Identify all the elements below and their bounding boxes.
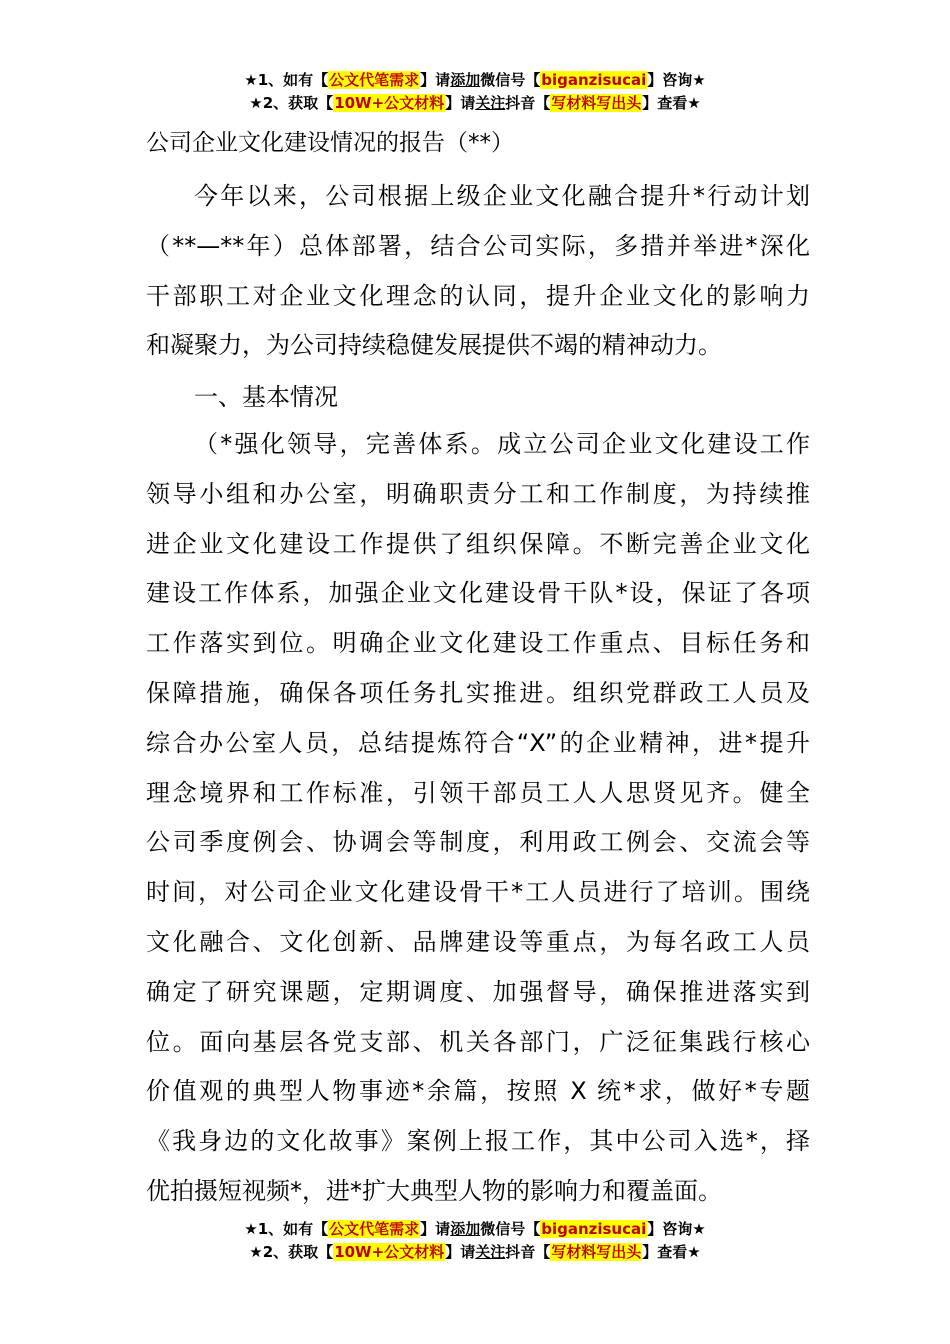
promo-text: ★2、获取【 (249, 94, 334, 112)
promo-highlight: 公文代笔需求 (329, 71, 420, 89)
promo-text: ★1、如有【 (244, 71, 329, 89)
promo-underlined: 关注 (475, 1243, 506, 1261)
promo-line-2 (0, 92, 950, 115)
promo-highlight: biganzisucai (541, 1220, 647, 1238)
paragraph-line: 确定了研究课题，定期调度、加强督导，确保推进落实到 (146, 977, 810, 1006)
promo-highlight: 写材料写出头 (551, 94, 642, 112)
paragraph-line: 时间，对公司企业文化建设骨干*工人员进行了培训。围绕 (146, 878, 810, 907)
promo-text: 】请 (420, 1220, 451, 1238)
paragraph-line: 《我身边的文化故事》案例上报工作，其中公司入选*，择 (146, 1127, 810, 1156)
promo-text: 】咨询★ (647, 1220, 706, 1238)
promo-text: 微信号【 (480, 71, 541, 89)
promo-text: 】请 (445, 94, 476, 112)
top-promo-banner (0, 69, 950, 115)
paragraph-line: 价值观的典型人物事迹*余篇，按照 X 统*求，做好*专题 (146, 1077, 810, 1106)
paragraph-line: （*强化领导，完善体系。成立公司企业文化建设工作 (194, 430, 810, 458)
paragraph-line: 优拍摄短视频*，进*扩大典型人物的影响力和覆盖面。 (146, 1176, 722, 1205)
paragraph-line: 工作落实到位。明确企业文化建设工作重点、目标任务和 (146, 629, 810, 658)
paragraph-line: （**—**年）总体部署，结合公司实际，多措并举进*深化 (146, 231, 810, 260)
paragraph-line: 和凝聚力，为公司持续稳健发展提供不竭的精神动力。 (146, 331, 722, 360)
body-paragraph (146, 420, 810, 1217)
paragraph-line: 今年以来，公司根据上级企业文化融合提升*行动计划 (194, 182, 810, 210)
promo-underlined: 添加 (450, 1220, 481, 1238)
document-title: 公司企业文化建设情况的报告（**） (146, 130, 514, 156)
promo-text: 】查看★ (642, 94, 701, 112)
paragraph-line: 进企业文化建设工作提供了组织保障。不断完善企业文化 (146, 529, 810, 558)
promo-highlight: 10W+公文材料 (334, 94, 445, 112)
promo-highlight: 写材料写出头 (551, 1243, 642, 1261)
paragraph-line: 位。面向基层各党支部、机关各部门，广泛征集践行核心 (146, 1027, 810, 1056)
paragraph-line: 领导小组和办公室，明确职责分工和工作制度，为持续推 (146, 479, 810, 508)
promo-underlined: 添加 (450, 71, 481, 89)
paragraph-line: 综合办公室人员，总结提炼符合“X”的企业精神，进*提升 (146, 728, 810, 757)
promo-text: ★2、获取【 (249, 1243, 334, 1261)
paragraph-line: 建设工作体系，加强企业文化建设骨干队*设，保证了各项 (146, 579, 810, 608)
promo-text: 】请 (420, 71, 451, 89)
promo-line-1 (0, 1218, 950, 1241)
intro-paragraph (146, 172, 810, 371)
bottom-promo-banner (0, 1218, 950, 1264)
paragraph-line: 公司季度例会、协调会等制度，利用政工例会、交流会等 (146, 828, 810, 857)
paragraph-line: 保障措施，确保各项任务扎实推进。组织党群政工人员及 (146, 678, 810, 707)
promo-text: 】咨询★ (647, 71, 706, 89)
promo-text: 】查看★ (642, 1243, 701, 1261)
promo-text: 微信号【 (480, 1220, 541, 1238)
promo-highlight: biganzisucai (541, 71, 647, 89)
promo-text: 抖音【 (505, 1243, 551, 1261)
promo-line-1 (0, 69, 950, 92)
promo-underlined: 关注 (475, 94, 506, 112)
paragraph-line: 干部职工对企业文化理念的认同，提升企业文化的影响力 (146, 281, 810, 310)
section-heading: 一、基本情况 (194, 383, 338, 411)
promo-highlight: 10W+公文材料 (334, 1243, 445, 1261)
promo-highlight: 公文代笔需求 (329, 1220, 420, 1238)
promo-text: 抖音【 (505, 94, 551, 112)
promo-text: ★1、如有【 (244, 1220, 329, 1238)
paragraph-line: 理念境界和工作标准，引领干部员工人人思贤见齐。健全 (146, 778, 810, 807)
promo-text: 】请 (445, 1243, 476, 1261)
promo-line-2 (0, 1241, 950, 1264)
paragraph-line: 文化融合、文化创新、品牌建设等重点，为每名政工人员 (146, 927, 810, 956)
